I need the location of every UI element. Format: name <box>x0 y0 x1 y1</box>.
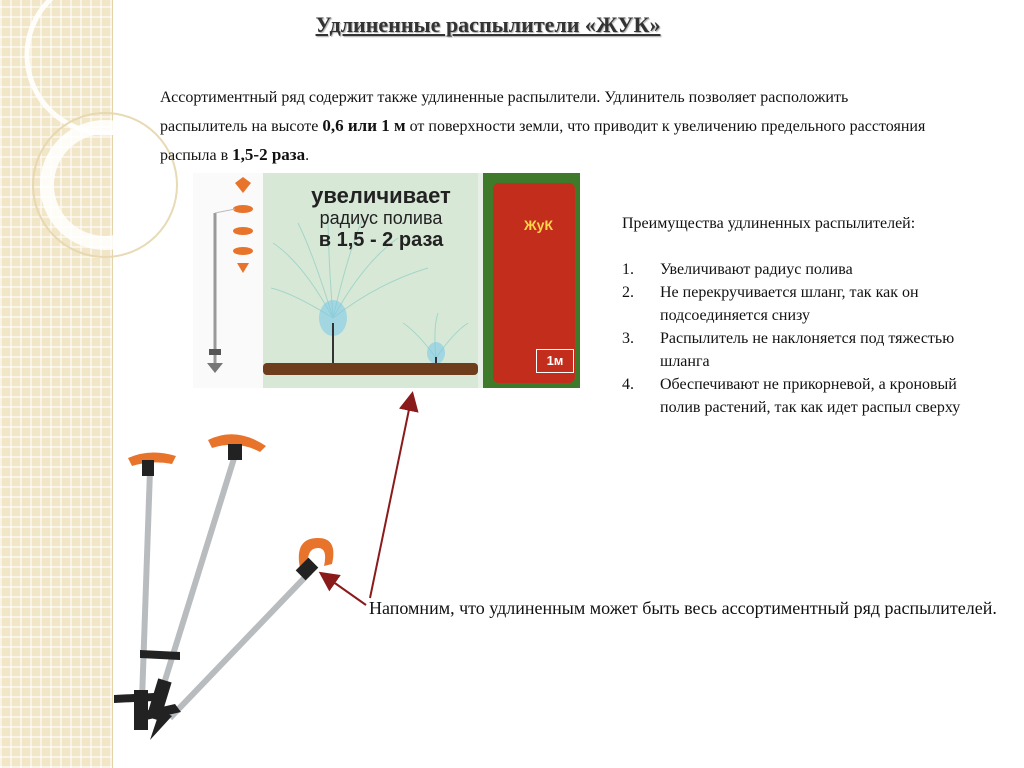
intro-text-2: от поверхности земли, что приводит к увеличению предельного расстояния распыла в <box>160 118 926 164</box>
intro-height: 0,6 или 1 м <box>322 116 406 135</box>
list-item-number: 4. <box>622 376 634 393</box>
product-headline-1: увеличивает <box>311 183 451 208</box>
intro-text-3: . <box>305 147 310 164</box>
product-headline-3: в 1,5 - 2 раза <box>318 229 444 251</box>
page-title: Удлиненные распылители «ЖУК» <box>315 12 661 37</box>
list-item-text: Не перекручивается шланг, так как он подсоединяется снизу <box>660 284 919 324</box>
reminder-note: Напомним, что удлиненным может быть весь ассортиментный ряд распылителей. <box>369 598 997 618</box>
package-size-badge: 1м <box>536 349 574 373</box>
advantages-heading: Преимущества удлиненных распылителей: <box>622 215 916 232</box>
package-brand: ЖуК <box>524 217 553 233</box>
list-item-number: 2. <box>622 284 634 301</box>
list-item-number: 3. <box>622 330 634 347</box>
list-item-number: 1. <box>622 261 634 278</box>
list-item-text: Распылитель не наклоняется под тяжестью шланга <box>660 330 955 370</box>
product-headline-2: радиус полива <box>319 208 443 228</box>
intro-factor: 1,5-2 раза <box>232 145 306 164</box>
list-item-text: Обеспечивают не прикорневой, а кроновый полив растений, так как идет распыл сверху <box>660 376 961 416</box>
list-item-text: Увеличивают радиус полива <box>660 261 853 278</box>
intro-text-1: Ассортиментный ряд содержит также удлиненные распылители. Удлинитель позволяет расположить распылитель на высоте <box>160 89 849 135</box>
